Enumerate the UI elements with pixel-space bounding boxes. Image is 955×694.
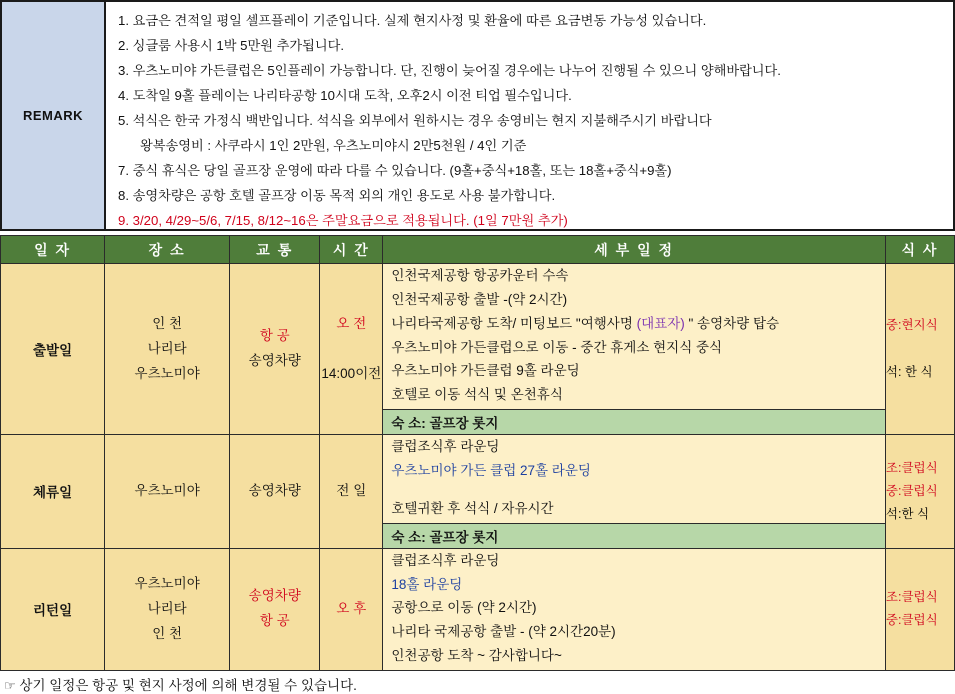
cell-place-line: 우츠노미야 xyxy=(134,365,200,381)
detail-segment: 호텔귀환 후 석식 / 자유시간 xyxy=(391,500,554,516)
remark-line: 3. 우츠노미야 가든클럽은 5인플레이 가능합니다. 단, 진행이 늦어질 경우에는 나누어 진행될 수 있으니 양해바랍니다. xyxy=(118,62,781,78)
cell-transport xyxy=(230,264,320,435)
detail-segment: 호텔로 이동 석식 및 온천휴식 xyxy=(391,387,563,403)
table-row xyxy=(1,264,955,435)
cell-place xyxy=(105,548,230,670)
detail-line xyxy=(383,312,885,336)
cell-time-line xyxy=(320,337,382,362)
cell-time xyxy=(320,435,383,549)
detail-segment: 우츠노미야 가든클럽 9홀 라운딩 xyxy=(391,363,580,379)
remark-label: REMARK xyxy=(2,2,106,229)
detail-segment: 인천국제공항 항공카운터 수속 xyxy=(391,268,569,283)
detail-segment: (대표자) xyxy=(636,315,685,331)
table-header-row xyxy=(1,236,955,264)
column-header: 교 통 xyxy=(230,236,320,264)
detail-segment: 클럽조식후 라운딩 xyxy=(391,439,500,455)
detail-line xyxy=(383,383,885,407)
detail-line xyxy=(383,644,885,668)
cell-time-line: 전 일 xyxy=(336,482,367,498)
cell-place-line: 나리타 xyxy=(147,600,187,616)
cell-place xyxy=(105,435,230,549)
cell-date: 출발일 xyxy=(1,264,105,435)
column-header: 시 간 xyxy=(320,236,383,264)
detail-line xyxy=(383,264,885,288)
detail-segment: 나리타 국제공항 출발 - (약 2시간20분) xyxy=(391,624,616,640)
cell-detail xyxy=(383,264,886,435)
detail-line xyxy=(383,288,885,312)
detail-line xyxy=(383,336,885,360)
meal-line: 조:클럽식 xyxy=(885,590,938,605)
detail-line xyxy=(383,435,885,459)
cell-place-line: 인 천 xyxy=(152,625,183,641)
cell-time xyxy=(320,548,383,670)
cell-transport-line: 송영차량 xyxy=(248,482,301,498)
detail-segment: 인천국제공항 출발 -(약 2시간) xyxy=(391,291,568,307)
remark-line: 5. 석식은 한국 가정식 백반입니다. 석식을 외부에서 원하시는 경우 송영비는 현지 지불해주시기 바랍니다 xyxy=(118,112,712,128)
cell-place-line: 나리타 xyxy=(147,340,187,356)
remark-line: 8. 송영차량은 공항 호텔 골프장 이동 목적 외의 개인 용도로 사용 불가합니다. xyxy=(118,187,556,203)
cell-detail xyxy=(383,435,886,549)
meal-line: 중:클럽식 xyxy=(885,483,938,498)
cell-time-line: 14:00이전 xyxy=(321,365,382,381)
detail-segment: 공항으로 이동 (약 2시간) xyxy=(391,600,537,616)
detail-segment: " 송영차량 탑승 xyxy=(684,315,780,331)
detail-line xyxy=(383,359,885,383)
pointing-hand-icon: ☞ xyxy=(4,678,16,694)
detail-line xyxy=(383,459,885,483)
column-header: 식 사 xyxy=(885,236,954,264)
cell-place xyxy=(105,264,230,435)
cell-date: 체류일 xyxy=(1,435,105,549)
detail-segment: 18홀 라운딩 xyxy=(391,576,463,592)
detail-line xyxy=(383,497,885,521)
meal-line: 석: 한 식 xyxy=(885,364,933,379)
detail-segment: 클럽조식후 라운딩 xyxy=(391,552,500,568)
cell-meal xyxy=(885,548,954,670)
detail-segment: 나리타국제공항 도착/ 미팅보드 "여행사명 xyxy=(391,315,637,331)
remark-line: 7. 중식 휴식은 당일 골프장 운영에 따라 다를 수 있습니다. (9홀+중식+18홀, 또는 18홀+중식+9홀) xyxy=(118,162,672,178)
cell-place-line: 우츠노미야 xyxy=(134,575,200,591)
cell-transport-line: 항 공 xyxy=(259,613,290,629)
meal-line: 중:클럽식 xyxy=(885,613,938,628)
detail-segment: 인천공항 도착 ~ 감사합니다~ xyxy=(391,648,562,664)
cell-transport xyxy=(230,435,320,549)
detail-line xyxy=(383,573,885,597)
accommodation-row: 숙 소: 골프장 롯지 xyxy=(383,523,885,548)
table-body xyxy=(1,264,955,671)
meal-line: 석:한 식 xyxy=(885,507,930,521)
detail-segment: 우츠노미야 가든클럽으로 이동 - 중간 휴게소 현지식 중식 xyxy=(391,339,723,355)
table-header xyxy=(1,236,955,264)
remark-body xyxy=(106,2,953,229)
cell-time-line: 오 후 xyxy=(336,600,367,616)
remark-line: 4. 도착일 9홀 플레이는 나리타공항 10시대 도착, 오후2시 이전 티업 필수입니다. xyxy=(118,87,572,103)
cell-meal xyxy=(885,264,954,435)
cell-transport-line: 송영차량 xyxy=(248,353,301,369)
detail-line xyxy=(383,549,885,573)
cell-date: 리턴일 xyxy=(1,548,105,670)
table-row xyxy=(1,435,955,549)
column-header: 일 자 xyxy=(1,236,105,264)
detail-line xyxy=(383,620,885,644)
column-header: 장 소 xyxy=(105,236,230,264)
cell-detail xyxy=(383,548,886,670)
column-header: 세 부 일 정 xyxy=(383,236,886,264)
cell-meal xyxy=(885,435,954,549)
meal-line: 조:클럽식 xyxy=(885,460,938,475)
cell-place-line: 우츠노미야 xyxy=(134,482,200,498)
cell-transport-line: 송영차량 xyxy=(248,588,301,604)
detail-line xyxy=(383,483,885,497)
footer-note xyxy=(0,674,955,694)
remark-section xyxy=(0,0,955,231)
cell-transport-line: 항 공 xyxy=(259,328,290,344)
cell-place-line: 인 천 xyxy=(152,315,183,331)
footer-note-text: 상기 일정은 항공 및 현지 사정에 의해 변경될 수 있습니다. xyxy=(19,678,357,694)
accommodation-row: 숙 소: 골프장 롯지 xyxy=(383,409,885,434)
meal-line: 중:현지식 xyxy=(885,318,938,333)
detail-line xyxy=(383,596,885,620)
cell-transport xyxy=(230,548,320,670)
meal-line xyxy=(886,338,954,361)
remark-line: 왕복송영비 : 사쿠라시 1인 2만원, 우츠노미야시 2만5천원 / 4인 기준 xyxy=(140,137,527,153)
remark-line: 2. 싱글룸 사용시 1박 5만원 추가됩니다. xyxy=(118,37,344,53)
remark-line: 9. 3/20, 4/29~5/6, 7/15, 8/12~16은 주말요금으로 적용됩니다. (1일 7만원 추가) xyxy=(118,213,568,228)
itinerary-table xyxy=(0,235,955,671)
remark-line: 1. 요금은 견적일 평일 셀프플레이 기준입니다. 실제 현지사정 및 환율에 따른 요금변동 가능성 있습니다. xyxy=(118,12,707,28)
cell-time-line: 오 전 xyxy=(336,315,367,331)
table-row xyxy=(1,548,955,670)
detail-segment: 우츠노미야 가든 클럽 27홀 라운딩 xyxy=(391,463,591,479)
cell-time xyxy=(320,264,383,435)
